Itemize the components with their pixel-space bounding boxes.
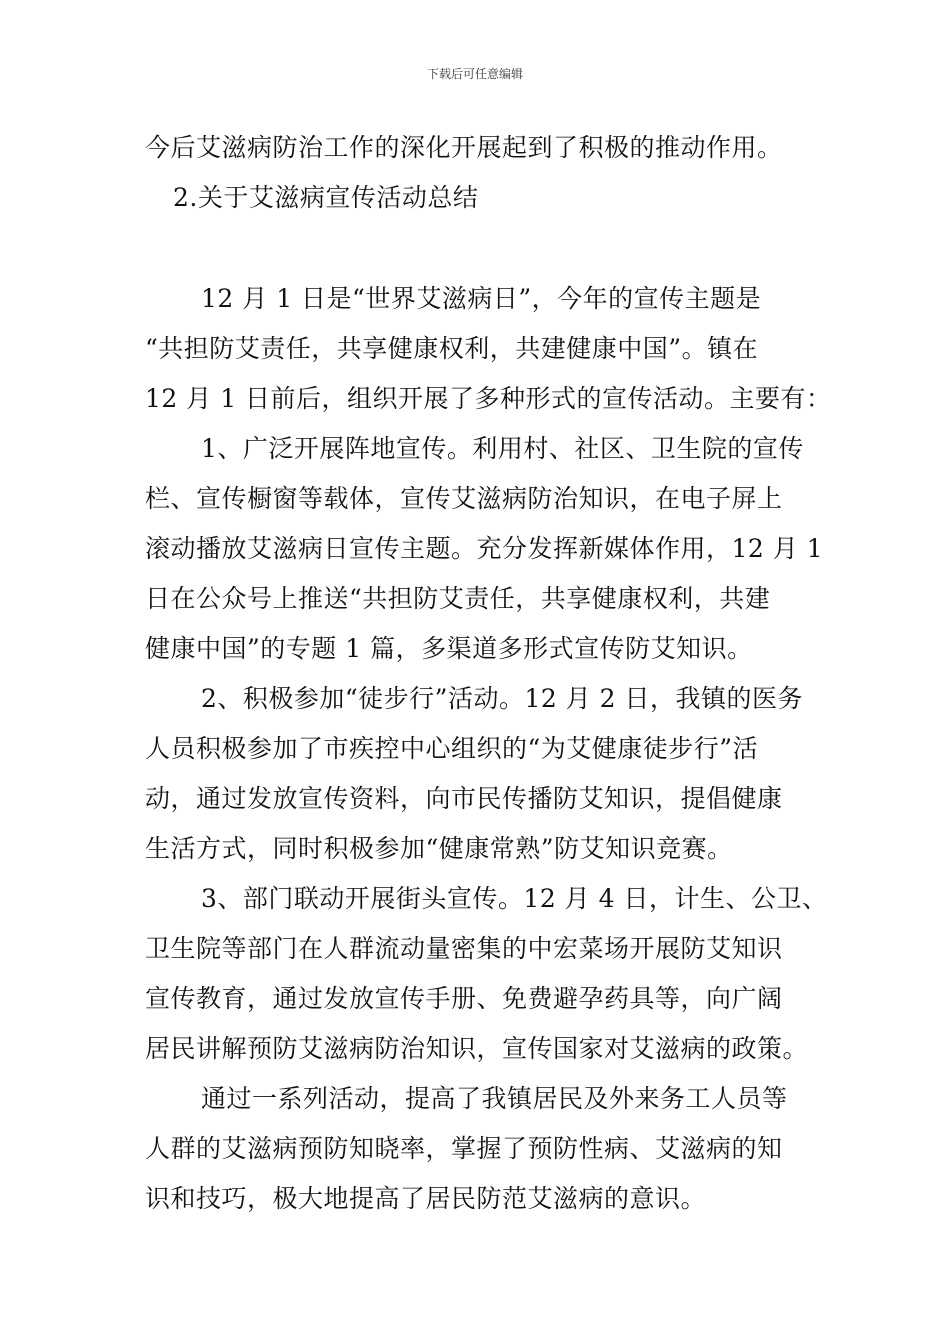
paragraph-first-line: 1、广泛开展阵地宣传。利用村、社区、卫生院的宣传 (201, 434, 804, 463)
text-line: 识和技巧，极大地提高了居民防范艾滋病的意识。 (145, 1184, 707, 1213)
section-heading: 2.关于艾滋病宣传活动总结 (173, 183, 479, 212)
text-line: 人员积极参加了市疾控中心组织的“为艾健康徒步行”活 (145, 734, 759, 763)
text-line: 卫生院等部门在人群流动量密集的中宏菜场开展防艾知识 (145, 934, 783, 963)
paragraph-first-line: 通过一系列活动，提高了我镇居民及外来务工人员等 (201, 1084, 788, 1113)
text-line: 健康中国”的专题 1 篇，多渠道多形式宣传防艾知识。 (145, 634, 753, 663)
text-line: 居民讲解预防艾滋病防治知识，宣传国家对艾滋病的政策。 (145, 1034, 809, 1063)
paragraph-first-line: 3、部门联动开展街头宣传。12 月 4 日，计生、公卫、 (201, 884, 828, 913)
text-line: 今后艾滋病防治工作的深化开展起到了积极的推动作用。 (145, 133, 783, 162)
paragraph-first-line: 2、积极参加“徒步行”活动。12 月 2 日，我镇的医务 (201, 684, 804, 713)
paragraph-first-line: 12 月 1 日是“世界艾滋病日”，今年的宣传主题是 (201, 284, 762, 313)
text-line: 滚动播放艾滋病日宣传主题。充分发挥新媒体作用，12 月 1 (145, 534, 824, 563)
page-header-note: 下载后可任意编辑 (426, 67, 523, 81)
text-line: 12 月 1 日前后，组织开展了多种形式的宣传活动。主要有： (145, 384, 832, 413)
text-line: “共担防艾责任，共享健康权利，共建健康中国”。镇在 (145, 334, 759, 363)
text-line: 栏、宣传橱窗等载体，宣传艾滋病防治知识，在电子屏上 (145, 484, 783, 513)
text-line: 生活方式，同时积极参加“健康常熟”防艾知识竞赛。 (145, 834, 733, 863)
text-line: 宣传教育，通过发放宣传手册、免费避孕药具等，向广阔 (145, 984, 783, 1013)
text-line: 人群的艾滋病预防知晓率，掌握了预防性病、艾滋病的知 (145, 1134, 783, 1163)
text-line: 动，通过发放宣传资料，向市民传播防艾知识，提倡健康 (145, 784, 783, 813)
text-line: 日在公众号上推送“共担防艾责任，共享健康权利，共建 (145, 584, 771, 613)
